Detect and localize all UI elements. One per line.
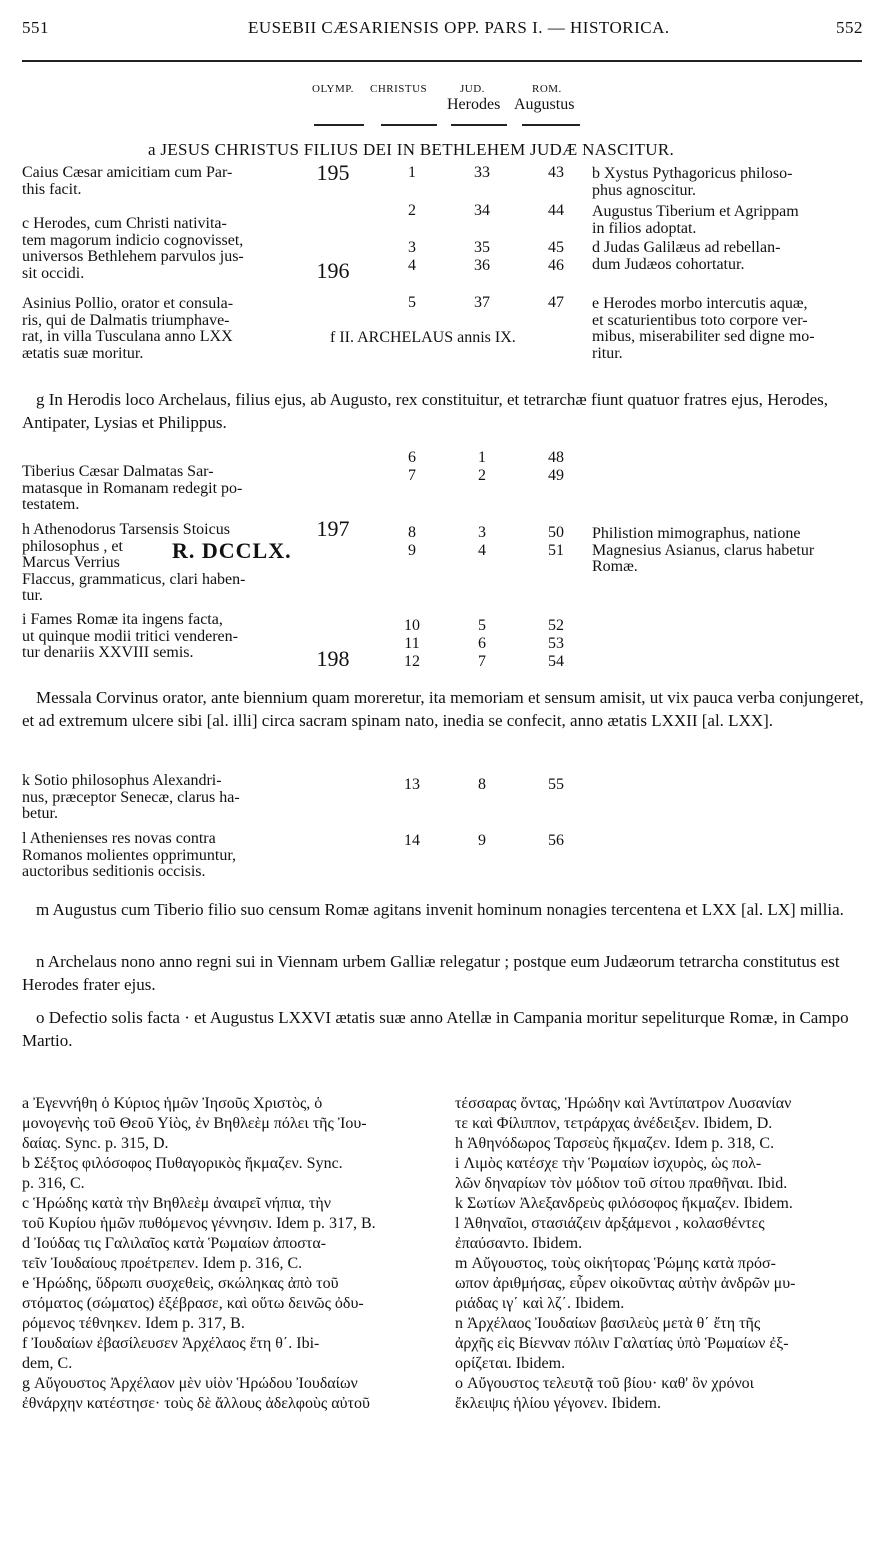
col-rule — [451, 124, 507, 126]
paragraph-m: m Augustus cum Tiberio filio suo censum Romæ agitans invenit hominum nonagies tercentena et LXX [al. LX] millia. — [36, 900, 844, 919]
rome-year: 47 — [548, 294, 564, 311]
col-augustus: Augustus — [514, 96, 575, 113]
col-rule — [522, 124, 580, 126]
footnotes-left-column: a Ἐγεννήθη ὁ Κύριος ἡμῶν Ἰησοῦς Χριστὸς, ὁ μονογενὴς τοῦ Θεοῦ Υἱὸς, ἐν Βηθλεὲμ πόλει τῆς Ἰου- δαίας. Sync. p. 315, D. b Σέξτος φιλόσοφος Πυθαγορικὸς ἤκμαζεν. Sync. p. 316, C. c Ἡρώδης κατὰ τὴν Βηθλεὲμ ἀναιρεῖ νήπια, τὴν τοῦ Κυρίου ἡμῶν πυθόμενος γέννησιν. Idem p. 317, B. d Ἰούδας τις Γαλιλαῖος κατὰ Ῥωμαίων ἀποστα- τεῖν Ἰουδαίους προέτρεπεν. Idem p. 316, C. e Ἡρώδης, ὕδρωπι συσχεθεὶς, σκώληκας ἀπὸ τοῦ στόματος (σώματος) ἐξέβρασε, καὶ οὕτω δεινῶς ὀδυ- ρόμενος τέθνηκεν. Idem p. 317, B. f Ἰουδαίων ἐβασίλευσεν Ἀρχέλαος ἔτη θ΄. Ibi- dem, C. g Αὔγουστος Ἀρχέλαον μὲν υἱὸν Ἡρώδου Ἰουδαίων ἐθνάρχην κατέστησε· τοὺς δὲ ἄλλους ἀδελφοὺς αὐτοῦ — [22, 1095, 376, 1412]
christus-year: 1 — [408, 164, 416, 181]
rome-year: 51 — [548, 542, 564, 559]
entry-left: Tiberius Cæsar Dalmatas Sar- matasque in Romanam redegit po- testatem. — [22, 463, 243, 513]
christus-year: 11 — [404, 635, 420, 652]
christus-year: 12 — [404, 653, 420, 670]
judaea-year: 8 — [478, 776, 486, 793]
entry-right: Philistion mimographus, natione Magnesius Asianus, clarus habetur Romæ. — [592, 525, 815, 575]
olympiad-number: 196 — [316, 258, 350, 283]
col-herodes: Herodes — [447, 96, 501, 113]
page-number-left: 551 — [22, 18, 49, 37]
christus-year: 2 — [408, 202, 416, 219]
archelaus-reign: f II. ARCHELAUS annis IX. — [330, 329, 516, 346]
judaea-year: 1 — [478, 449, 486, 466]
judaea-year: 7 — [478, 653, 486, 670]
judaea-year: 6 — [478, 635, 486, 652]
col-jud: JUD. — [460, 83, 485, 95]
christus-year: 7 — [408, 467, 416, 484]
entry-right: d Judas Galilæus ad rebellan- dum Judæos cohortatur. — [592, 239, 781, 273]
rome-year: 50 — [548, 524, 564, 541]
col-rule — [314, 124, 364, 126]
rome-year: 52 — [548, 617, 564, 634]
judaea-year: 2 — [478, 467, 486, 484]
christus-year: 13 — [404, 776, 420, 793]
header-rule — [22, 60, 862, 62]
section-headline: a JESUS CHRISTUS FILIUS DEI IN BETHLEHEM JUDÆ NASCITUR. — [148, 140, 675, 159]
col-olymp: OLYMP. — [312, 83, 354, 95]
judaea-year: 35 — [474, 239, 490, 256]
christus-year: 9 — [408, 542, 416, 559]
entry-left: h Athenodorus Tarsensis Stoicus philosophus , et Marcus Verrius Flaccus, grammaticus, clari haben- tur. — [22, 521, 246, 604]
judaea-year: 37 — [474, 294, 490, 311]
christus-year: 4 — [408, 257, 416, 274]
col-christus: CHRISTUS — [370, 83, 428, 95]
running-title: EUSEBII CÆSARIENSIS OPP. PARS I. — HISTORICA. — [248, 18, 670, 37]
paragraph-messala: Messala Corvinus orator, ante biennium quam moreretur, ita memoriam et sensum amisit, ut vix pauca verba conjungeret, et ad extremum ulcere sibi [al. illi] circa sacram spinam nato, inedia se confecit, anno ætatis LXXII [al. LXX]. — [22, 688, 864, 730]
page-number-right: 552 — [836, 18, 863, 37]
christus-year: 3 — [408, 239, 416, 256]
paragraph-n: n Archelaus nono anno regni sui in Viennam urbem Galliæ relegatur ; postque eum Judæorum tetrarcha constitutus est Herodes frater ejus. — [22, 952, 840, 994]
rome-year: 48 — [548, 449, 564, 466]
entry-right: b Xystus Pythagoricus philoso- phus agnoscitur. — [592, 165, 793, 199]
judaea-year: 3 — [478, 524, 486, 541]
christus-year: 5 — [408, 294, 416, 311]
entry-left: l Athenienses res novas contra Romanos molientes opprimuntur, auctoribus seditionis occisis. — [22, 830, 237, 880]
christus-year: 8 — [408, 524, 416, 541]
entry-left: k Sotio philosophus Alexandri- nus, præceptor Senecæ, clarus ha- betur. — [22, 772, 240, 822]
judaea-year: 33 — [474, 164, 490, 181]
rome-year: 49 — [548, 467, 564, 484]
entry-right: e Herodes morbo intercutis aquæ, et scaturientibus toto corpore ver- mibus, miserabiliter sed digne mo- ritur. — [592, 295, 815, 362]
entry-left: Asinius Pollio, orator et consula- ris, qui de Dalmatis triumphave- rat, in villa Tusculana anno LXX ætatis suæ moritur. — [22, 295, 234, 362]
rome-year: 43 — [548, 164, 564, 181]
olympiad-number: 195 — [316, 160, 350, 185]
entry-right: Augustus Tiberium et Agrippam in filios adoptat. — [592, 203, 799, 237]
judaea-year: 4 — [478, 542, 486, 559]
judaea-year: 36 — [474, 257, 490, 274]
olympiad-number: 198 — [316, 646, 350, 671]
rome-year: 55 — [548, 776, 564, 793]
olympiad-number: 197 — [316, 516, 350, 541]
urbis-year: R. DCCLX. — [172, 538, 292, 563]
christus-year: 10 — [404, 617, 420, 634]
rome-year: 53 — [548, 635, 564, 652]
entry-left: c Herodes, cum Christi nativita- tem magorum indicio cognovisset, universos Bethlehem parvulos jus- sit occidi. — [22, 215, 244, 282]
rome-year: 45 — [548, 239, 564, 256]
entry-left: Caius Cæsar amicitiam cum Par- this facit. — [22, 164, 233, 198]
christus-year: 6 — [408, 449, 416, 466]
rome-year: 54 — [548, 653, 564, 670]
col-rule — [381, 124, 437, 126]
christus-year: 14 — [404, 832, 420, 849]
col-rom: ROM. — [532, 83, 562, 95]
judaea-year: 5 — [478, 617, 486, 634]
paragraph-o: o Defectio solis facta · et Augustus LXXVI ætatis suæ anno Atellæ in Campania moritur sepeliturque Romæ, in Campo Martio. — [22, 1008, 849, 1050]
paragraph-g: g In Herodis loco Archelaus, filius ejus, ab Augusto, rex constituitur, et tetrarchæ fiunt quatuor fratres ejus, Herodes, Antipater, Lysias et Philippus. — [22, 390, 828, 432]
footnotes-right-column: τέσσαρας ὄντας, Ἡρώδην καὶ Ἀντίπατρον Λυσανίαν τε καὶ Φίλιππον, τετράρχας ἀνέδειξεν. Ibidem, D. h Ἀθηνόδωρος Ταρσεὺς ἤκμαζεν. Idem p. 318, C. i Λιμὸς κατέσχε τὴν Ῥωμαίων ἰσχυρὸς, ὡς πολ- λῶν δηναρίων τὸν μόδιον τοῦ σίτου πραθῆναι. Ibid. k Σωτίων Ἀλεξανδρεὺς φιλόσοφος ἤκμαζεν. Ibidem. l Ἀθηναῖοι, στασιάζειν ἀρξάμενοι , κολασθέντες ἐπαύσαντο. Ibidem. m Αὔγουστος, τοὺς οἰκήτορας Ῥώμης κατὰ πρόσ- ωπον ἀριθμήσας, εὗρεν οἰκοῦντας αὐτὴν ἀνδρῶν μυ- ριάδας ιγ΄ καὶ λζ΄. Ibidem. n Ἀρχέλαος Ἰουδαίων βασιλεὺς μετὰ θ΄ ἔτη τῆς ἀρχῆς εἰς Βίενναν πόλιν Γαλατίας ὑπὸ Ῥωμαίων ἐξ- ορίζεται. Ibidem. o Αὔγουστος τελευτᾷ τοῦ βίου· καθ' ὃν χρόνοι ἔκλειψις ἡλίου γέγονεν. Ibidem. — [455, 1095, 796, 1412]
judaea-year: 9 — [478, 832, 486, 849]
entry-left: i Fames Romæ ita ingens facta, ut quinque modii tritici venderen- tur denariis XXVIII semis. — [22, 611, 238, 661]
rome-year: 44 — [548, 202, 564, 219]
rome-year: 56 — [548, 832, 564, 849]
rome-year: 46 — [548, 257, 564, 274]
judaea-year: 34 — [474, 202, 490, 219]
